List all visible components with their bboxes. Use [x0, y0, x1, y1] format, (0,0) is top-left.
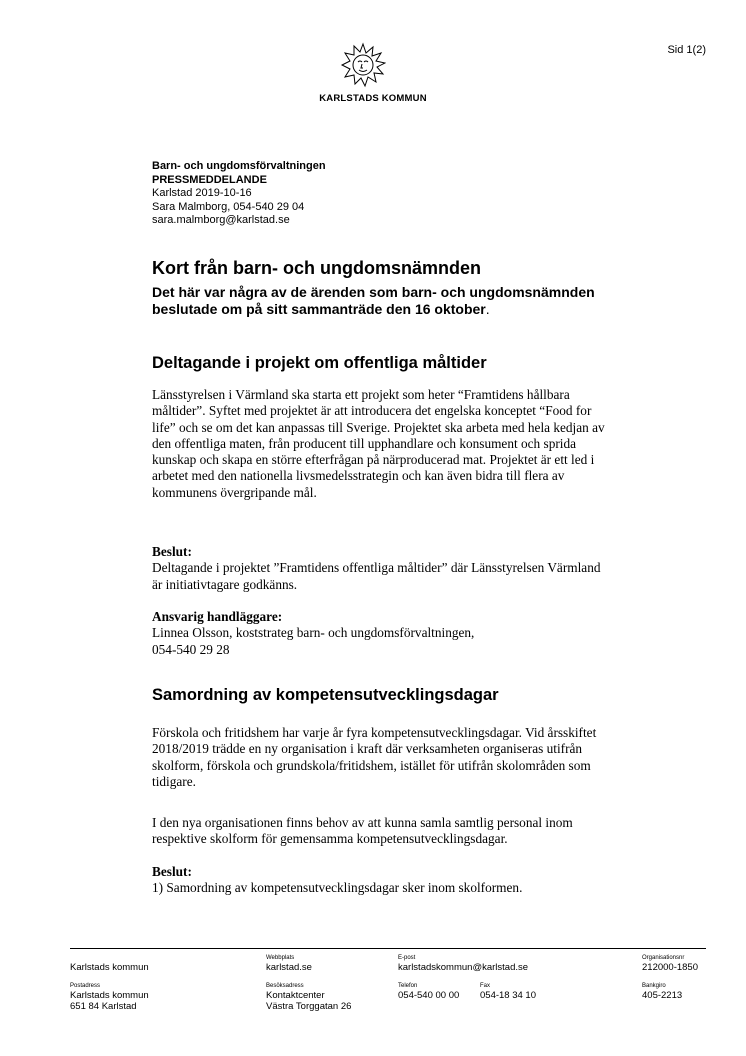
department: Barn- och ungdomsförvaltningen: [152, 160, 326, 172]
officer-label: Ansvarig handläggare:: [152, 609, 283, 624]
footer-postal-name: Karlstads kommun: [70, 990, 149, 1001]
footer-postal-col: [70, 983, 149, 1012]
footer-email-col: [398, 955, 528, 973]
footer-fax-col: [480, 983, 536, 1001]
footer-visit-2: Västra Torggatan 26: [266, 1001, 352, 1012]
press-header: [152, 160, 326, 228]
footer-visit-label: Besöksadress: [266, 983, 304, 989]
footer-divider: [70, 948, 706, 949]
contact-person: Sara Malmborg, 054-540 29 04: [152, 200, 305, 213]
footer-fax: 054-18 34 10: [480, 990, 536, 1001]
decision-label: Beslut:: [152, 864, 192, 879]
footer-name: Karlstads kommun: [70, 962, 149, 973]
page-number: Sid 1(2): [667, 44, 706, 56]
sun-logo-icon: [340, 42, 386, 88]
section1-body: Länsstyrelsen i Värmland ska starta ett projekt som heter “Framtidens hållbara måltider”. Syftet med projektet är att introducera det engelska konceptet “Food for life” och se om det kan anpassas till Sverige. Projektet ska arbeta med hela kedjan av den offentliga maten, från producent till upphandlare och konsument och sprida kunskap och skapa en större efterfrågan på närproducerad mat. Projektet är ett led i arbetet med den nationella livsmedelsstrategin och kan även bidra till flera av kommunens övergripande mål.: [152, 387, 605, 500]
footer-bankgiro: 405-2213: [642, 990, 683, 1001]
section2-decision: [152, 864, 612, 897]
footer-orgnr-col: [642, 955, 698, 973]
footer-email-label: E-post: [398, 955, 416, 961]
footer-bankgiro-col: [642, 983, 682, 1001]
footer-fax-label: Fax: [480, 983, 491, 989]
footer-web-label: Webbplats: [266, 955, 295, 961]
decision-text: 1) Samordning av kompetensutvecklingsdagar sker inom skolformen.: [152, 880, 523, 896]
footer-web-col: [266, 955, 312, 973]
footer-visit-1: Kontaktcenter: [266, 990, 325, 1001]
footer-email: karlstadskommun@karlstad.se: [398, 962, 529, 973]
decision-text: Deltagande i projektet ”Framtidens offentliga måltider” där Länsstyrelsen Värmland är initiativtagare godkänns.: [152, 560, 601, 592]
footer-bankgiro-label: Bankgiro: [642, 983, 666, 989]
footer-name-col: [70, 962, 149, 973]
lead-paragraph: [152, 284, 602, 318]
lead-text: Det här var några av de ärenden som barn- och ungdomsnämnden beslutade om på sitt sammanträde den 16 oktober: [152, 284, 595, 317]
footer-phone-col: [398, 983, 459, 1001]
section1-decision: [152, 544, 612, 593]
footer-postal-city: 651 84 Karlstad: [70, 1001, 137, 1012]
footer-orgnr: 212000-1850: [642, 962, 698, 973]
footer-postal-label: Postadress: [70, 983, 101, 989]
lead-period: .: [485, 301, 490, 317]
footer-web: karlstad.se: [266, 962, 312, 973]
footer-phone-label: Telefon: [398, 983, 418, 989]
section2-heading: Samordning av kompetensutvecklingsdagar: [152, 686, 499, 704]
document-type: PRESSMEDDELANDE: [152, 173, 267, 186]
section2-body2: I den nya organisationen finns behov av att kunna samla samtlig personal inom respektive skolform för gemensamma kompetensutvecklingsdagar.: [152, 815, 573, 847]
footer-visit-col: [266, 983, 351, 1012]
org-name: KARLSTADS KOMMUN: [319, 93, 427, 104]
place-date: Karlstad 2019-10-16: [152, 187, 252, 199]
section1-officer: [152, 609, 612, 658]
contact-email: sara.malmborg@karlstad.se: [152, 214, 290, 226]
section1-heading: Deltagande i projekt om offentliga måltider: [152, 354, 487, 372]
officer-phone: 054-540 29 28: [152, 641, 230, 657]
decision-label: Beslut:: [152, 544, 192, 559]
footer-orgnr-label: Organisationsnr: [642, 955, 685, 961]
officer-name: Linnea Olsson, koststrateg barn- och ungdomsförvaltningen,: [152, 625, 475, 641]
section2-body1: Förskola och fritidshem har varje år fyra kompetensutvecklingsdagar. Vid årsskiftet 2018/2019 trädde en ny organisation i kraft där verksamheten organiseras utifrån skolform, förskola och grundskola/fritidshem, istället för utifrån skolområden som tidigare.: [152, 725, 597, 789]
footer-phone: 054-540 00 00: [398, 990, 460, 1001]
page-title: Kort från barn- och ungdomsnämnden: [152, 258, 482, 278]
